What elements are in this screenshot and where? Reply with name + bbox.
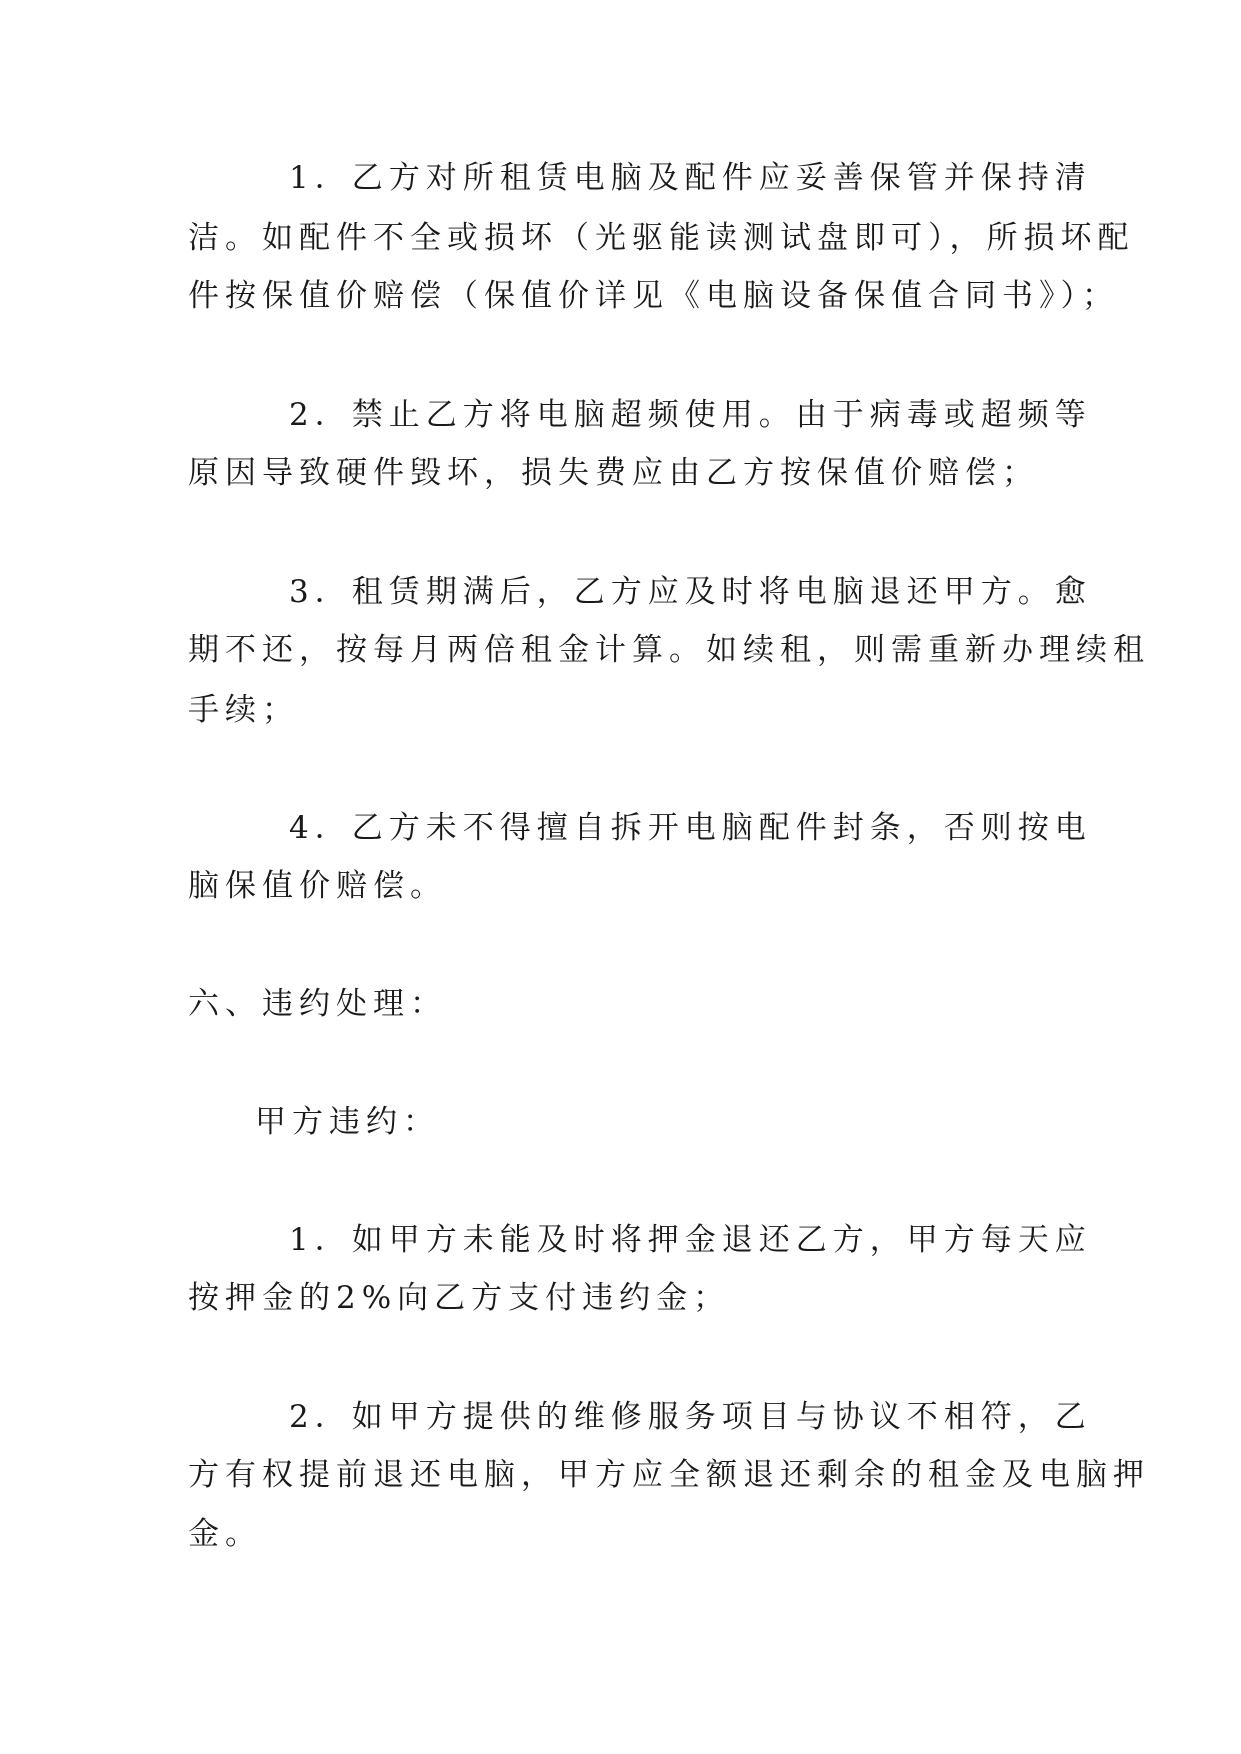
paragraph-text: 2．如甲方提供的维修服务项目与协议不相符，乙 <box>289 1399 1092 1435</box>
paragraph-text: 金。 <box>188 1516 262 1552</box>
paragraph-line <box>0 620 1241 680</box>
paragraph-text: 洁。如配件不全或损坏（光驱能读测试盘即可），所损坏配 <box>188 220 1135 256</box>
paragraph-line <box>0 385 1241 445</box>
subheading-line <box>0 1092 1241 1152</box>
paragraph-line <box>0 1210 1241 1270</box>
paragraph-text: 原因导致硬件毁坏，损失费应由乙方按保值价赔偿； <box>188 455 1039 491</box>
paragraph-text: 按押金的2%向乙方支付违约金； <box>188 1280 731 1316</box>
paragraph-line <box>0 856 1241 916</box>
paragraph-line <box>0 562 1241 622</box>
paragraph-text: 件按保值价赔偿（保值价详见《电脑设备保值合同书》）； <box>188 278 1119 314</box>
paragraph-line <box>0 443 1241 503</box>
paragraph-text: 手续； <box>188 692 299 728</box>
paragraph-text: 方有权提前退还电脑，甲方应全额退还剩余的租金及电脑押 <box>188 1457 1150 1493</box>
paragraph-line <box>0 1268 1241 1328</box>
paragraph-text: 3．租赁期满后，乙方应及时将电脑退还甲方。愈 <box>289 574 1092 610</box>
paragraph-line <box>0 1445 1241 1505</box>
paragraph-text: 4．乙方未不得擅自拆开电脑配件封条，否则按电 <box>289 810 1092 846</box>
paragraph-line <box>0 208 1241 268</box>
paragraph-text: 期不还，按每月两倍租金计算。如续租，则需重新办理续租 <box>188 632 1150 668</box>
paragraph-text: 脑保值价赔偿。 <box>188 868 447 904</box>
paragraph-line <box>0 1387 1241 1447</box>
paragraph-line <box>0 1504 1241 1564</box>
paragraph-line <box>0 266 1241 326</box>
paragraph-line <box>0 798 1241 858</box>
paragraph-line <box>0 148 1241 208</box>
section-heading: 六、违约处理： <box>188 986 447 1022</box>
paragraph-line <box>0 680 1241 740</box>
subheading: 甲方违约： <box>255 1104 440 1140</box>
section-heading-line <box>0 974 1241 1034</box>
paragraph-text: 1．乙方对所租赁电脑及配件应妥善保管并保持清 <box>289 160 1092 196</box>
paragraph-text: 1．如甲方未能及时将押金退还乙方，甲方每天应 <box>289 1222 1092 1258</box>
paragraph-text: 2．禁止乙方将电脑超频使用。由于病毒或超频等 <box>289 397 1092 433</box>
